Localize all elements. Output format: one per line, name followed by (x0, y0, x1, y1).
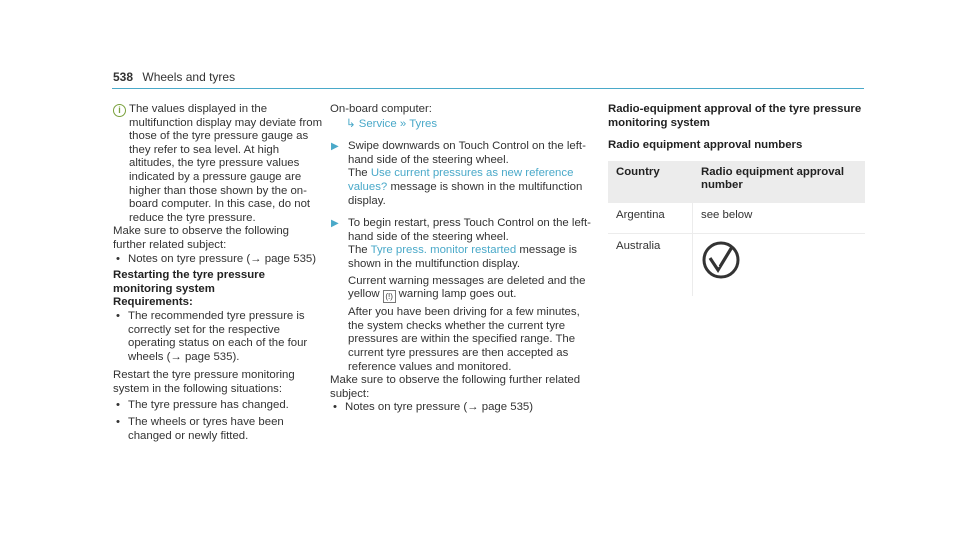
situation-item: • The wheels or tyres have been changed or newly fitted. (113, 416, 323, 443)
observe-list (113, 253, 323, 267)
note-text: The values displayed in the multifunction display may deviate from those of the tyre pressure gauge as they refer to sea level. At high altitudes, the tyre pressure values indicated by a pressure gauge are higher than those shown by the on-board computer. In this case, do not reduce the tyre pressure. (129, 103, 323, 224)
warning-text (348, 275, 592, 304)
header-rule (112, 88, 864, 89)
table-cell-number (693, 233, 866, 296)
computer-label: On-board computer: (330, 103, 432, 115)
table-header-number: Radio equipment approval number (693, 161, 866, 203)
situations-intro: Restart the tyre pressure monitoring system in the following situations: (113, 369, 295, 395)
table-cell-country: Argentina (608, 202, 693, 233)
menu-path (330, 118, 592, 132)
step-1-text: Swipe downwards on Touch Control on the left-hand side of the steering wheel. (348, 140, 586, 166)
step-1 (330, 140, 592, 208)
observe-link[interactable]: • Notes on tyre pressure (→ page 535) (113, 253, 323, 267)
table-header-country: Country (608, 161, 693, 203)
rcm-compliance-mark-icon (701, 240, 741, 280)
table-header-row (608, 161, 865, 203)
observe-text: Make sure to observe the following further related subject: (330, 374, 581, 400)
step-1-message: Use current pressures as new reference values? (348, 167, 574, 193)
info-note (113, 103, 323, 225)
menu-path-service[interactable]: Service (358, 117, 397, 130)
observe-list (330, 401, 592, 415)
page-header (113, 71, 235, 85)
requirements-label: Requirements: (113, 296, 193, 309)
return-arrow-icon: ↳ (346, 117, 356, 130)
step-2-message: Tyre press. monitor restarted (370, 244, 517, 257)
page-section-title: Wheels and tyres (142, 70, 236, 84)
step-arrow-icon: ▶ (331, 218, 339, 230)
step-2-tail: message is shown in the multifunction display. (348, 244, 578, 270)
warning-post: warning lamp goes out. (398, 288, 517, 301)
column-right (608, 103, 865, 296)
step-2-text: To begin restart, press Touch Control on the left-hand side of the steering wheel. (348, 217, 591, 243)
column-left (113, 103, 323, 443)
step-2 (330, 217, 592, 374)
step-arrow-icon: ▶ (331, 141, 339, 153)
info-circle-icon: i (113, 104, 126, 117)
requirement-item: • The recommended tyre pressure is correctly set for the respective operating status on each of the four wheels (→ page 535). (113, 310, 323, 364)
situation-item: • The tyre pressure has changed. (113, 399, 323, 413)
observe-link[interactable]: • Notes on tyre pressure (→ page 535) (330, 401, 592, 415)
table-row (608, 202, 865, 233)
table-row (608, 233, 865, 296)
requirements-list (113, 310, 323, 364)
step-2-the: The (348, 244, 368, 257)
menu-path-tyres[interactable]: Tyres (409, 117, 438, 130)
observe-text: Make sure to observe the following further related subject: (113, 225, 290, 251)
approval-heading: Radio-equipment approval of the tyre pressure monitoring system (608, 103, 862, 129)
warning-pre: Current warning messages are deleted and the yellow (348, 274, 586, 301)
situations-list (113, 399, 323, 443)
tyre-pressure-warning-icon: (!) (383, 290, 396, 303)
table-cell-number: see below (693, 202, 866, 233)
step-1-the: The (348, 167, 368, 180)
after-text: After you have been driving for a few minutes, the system checks whether the current tyre pressures are within the specified range. The current tyre pressures are then accepted as reference values and monitored. (348, 306, 580, 373)
column-middle (330, 103, 592, 415)
approval-subheading: Radio equipment approval numbers (608, 139, 803, 152)
page-number: 538 (113, 70, 134, 84)
restart-heading: Restarting the tyre pressure monitoring system (113, 269, 265, 295)
table-cell-country: Australia (608, 233, 693, 296)
double-chevron-icon: » (399, 117, 407, 130)
step-1-tail: message is shown in the multifunction display. (348, 180, 583, 207)
approval-table (608, 161, 865, 296)
